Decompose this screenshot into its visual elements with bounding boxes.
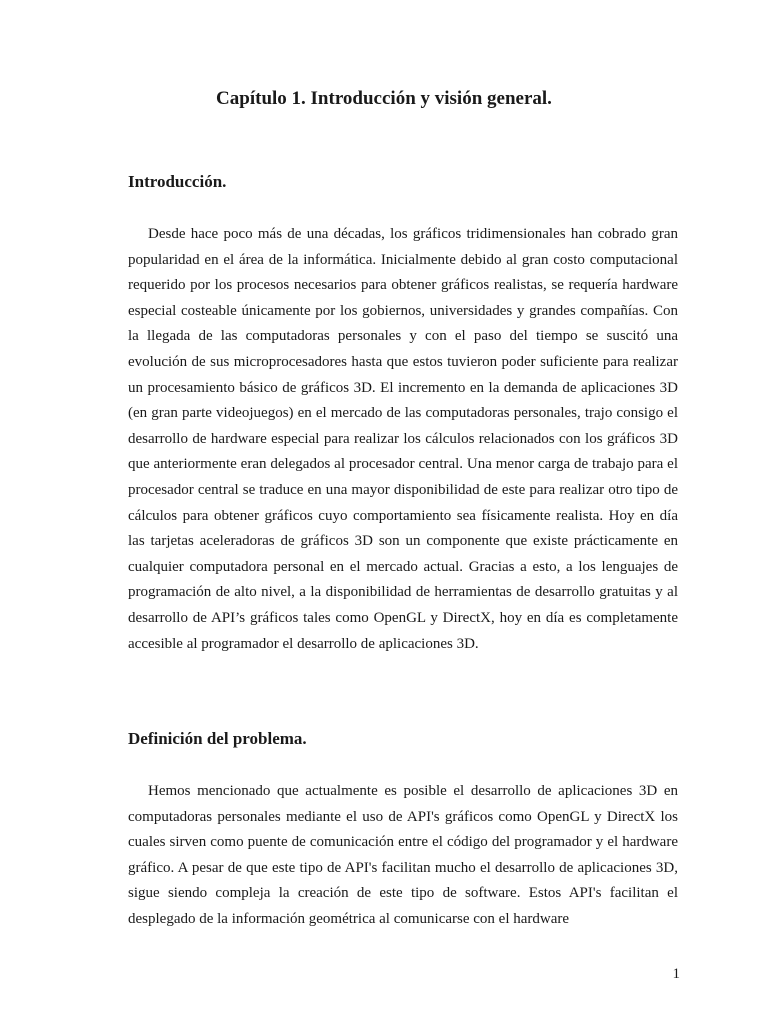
page-number: 1 (672, 966, 680, 982)
section-heading-definicion-problema: Definición del problema. (128, 729, 307, 748)
paragraph-definicion-problema: Hemos mencionado que actualmente es posible el desarrollo de aplicaciones 3D en computadoras personales mediante el uso de API's gráficos como OpenGL y DirectX los cuales sirven como puente de comunicación entre el código del programador y el hardware gráfico. A pesar de que este tipo de API's facilitan mucho el desarrollo de aplicaciones 3D, sigue siendo compleja la creación de este tipo de software. Estos API's facilitan el desplegado de la información geométrica al comunicarse con el hardware (128, 783, 678, 927)
paragraph-introduccion: Desde hace poco más de una décadas, los gráficos tridimensionales han cobrado gran popularidad en el área de la informática. Inicialmente debido al gran costo computacional requerido por los procesos necesarios para obtener gráficos realistas, se requería hardware especial costeable únicamente por los gobiernos, universidades y grandes compañías. Con la llegada de las computadoras personales y con el paso del tiempo se suscitó una evolución de sus microprocesadores hasta que estos tuvieron poder suficiente para realizar un procesamiento básico de gráficos 3D. El incremento en la demanda de aplicaciones 3D (en gran parte videojuegos) en el mercado de las computadoras personales, trajo consigo el desarrollo de hardware especial para realizar los cálculos relacionados con los gráficos 3D que anteriormente eran delegados al procesador central. Una menor carga de trabajo para el procesador central se traduce en una mayor disponibilidad de este para realizar otro tipo de cálculos para obtener gráficos cuyo comportamiento sea físicamente realista. Hoy en día las tarjetas aceleradoras de gráficos 3D son un componente que existe prácticamente en cualquier computadora personal en el mercado actual. Gracias a esto, a los lenguajes de programación de alto nivel, a la disponibilidad de herramientas de desarrollo gratuitas y al desarrollo de API’s gráficos tales como OpenGL y DirectX, hoy en día es completamente accesible al programador el desarrollo de aplicaciones 3D. (128, 226, 678, 652)
section-heading-introduccion: Introducción. (128, 172, 227, 191)
chapter-title: Capítulo 1. Introducción y visión general. (216, 88, 552, 109)
